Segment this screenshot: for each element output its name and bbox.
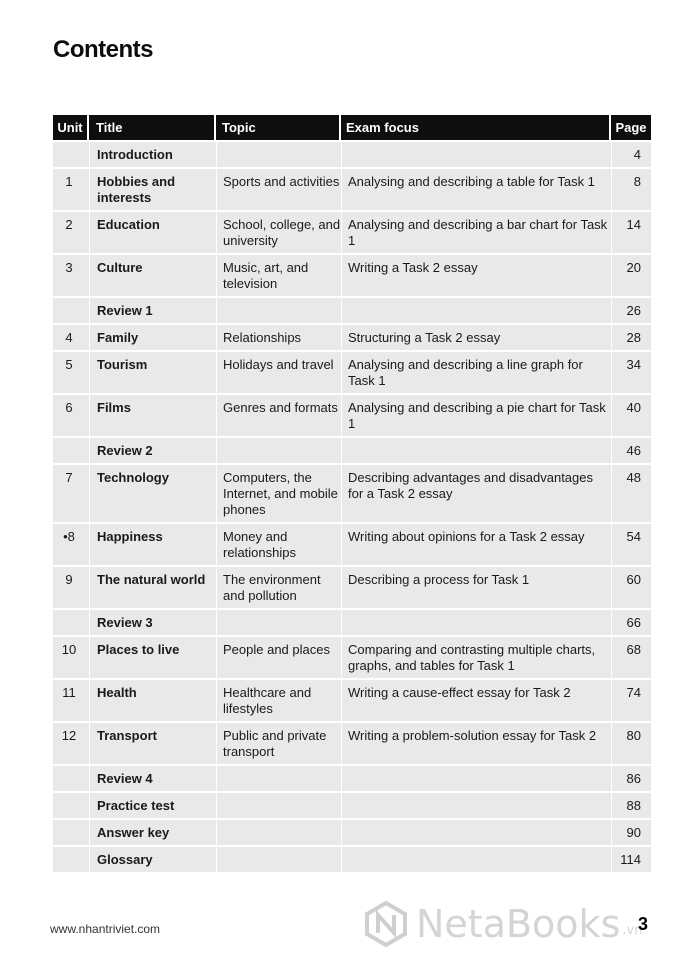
cell-page: 66 [611, 610, 651, 635]
cell-unit [53, 820, 89, 845]
cell-unit: 3 [65, 260, 73, 275]
cell-topic: Sports and activities [216, 169, 341, 210]
cell-page: 28 [611, 325, 651, 350]
cell-topic [216, 298, 341, 323]
page-number: 3 [638, 914, 649, 934]
table-row [53, 635, 651, 678]
cell-title: Technology [89, 465, 216, 522]
cell-exam-focus: Describing a process for Task 1 [341, 567, 611, 608]
header-page: Page [615, 120, 647, 135]
table-header [53, 115, 651, 140]
cell-page: 40 [611, 395, 651, 436]
cell-title: Answer key [89, 820, 216, 845]
cell-topic: Holidays and travel [216, 352, 341, 393]
cell-unit: •8 [63, 529, 75, 544]
cell-topic: Money and relationships [216, 524, 341, 565]
cell-title: Introduction [89, 142, 216, 167]
cell-page: 54 [611, 524, 651, 565]
header-title: Title [89, 115, 216, 140]
cell-page: 68 [611, 637, 651, 678]
table-row [53, 565, 651, 608]
cell-title: Happiness [89, 524, 216, 565]
cell-exam-focus [341, 847, 611, 872]
cell-exam-focus [341, 793, 611, 818]
header-exam-focus: Exam focus [341, 115, 611, 140]
cell-exam-focus: Writing about opinions for a Task 2 essay [341, 524, 611, 565]
cell-unit: 1 [65, 174, 73, 189]
table-row [53, 350, 651, 393]
cell-page: 14 [611, 212, 651, 253]
cell-exam-focus: Structuring a Task 2 essay [341, 325, 611, 350]
cell-unit [53, 438, 89, 463]
table-row [53, 764, 651, 791]
cell-page: 48 [611, 465, 651, 522]
footer-url: www.nhantriviet.com [50, 922, 161, 936]
cell-exam-focus: Writing a Task 2 essay [341, 255, 611, 296]
cell-title: Culture [89, 255, 216, 296]
cell-unit: 2 [65, 217, 73, 232]
cell-topic [216, 438, 341, 463]
cell-exam-focus [341, 142, 611, 167]
table-row [53, 436, 651, 463]
watermark-text: NetaBooks [416, 902, 621, 946]
cell-unit [53, 766, 89, 791]
cell-page: 60 [611, 567, 651, 608]
cell-unit: 5 [65, 357, 73, 372]
cell-title: Family [89, 325, 216, 350]
table-row [53, 393, 651, 436]
cell-topic: The environment and pollution [216, 567, 341, 608]
cell-title: Films [89, 395, 216, 436]
cell-title: Practice test [89, 793, 216, 818]
cell-exam-focus [341, 298, 611, 323]
cell-page: 88 [611, 793, 651, 818]
cell-topic [216, 142, 341, 167]
cell-unit: 9 [65, 572, 73, 587]
cell-page: 90 [611, 820, 651, 845]
table-row [53, 323, 651, 350]
cell-title: Health [89, 680, 216, 721]
cell-topic [216, 847, 341, 872]
cell-title: Review 2 [89, 438, 216, 463]
cell-page: 86 [611, 766, 651, 791]
cell-unit: 4 [65, 330, 73, 345]
page-title: Contents [53, 36, 153, 63]
cell-unit: 12 [61, 728, 77, 743]
cell-title: Places to live [89, 637, 216, 678]
cell-title: Education [89, 212, 216, 253]
cell-unit [53, 847, 89, 872]
watermark [362, 900, 642, 948]
cell-page: 4 [611, 142, 651, 167]
cell-unit: 7 [65, 470, 73, 485]
cell-unit [53, 793, 89, 818]
table-row [53, 678, 651, 721]
cell-unit: 11 [62, 685, 76, 700]
table-row [53, 522, 651, 565]
cell-exam-focus [341, 438, 611, 463]
cell-unit [53, 298, 89, 323]
table-row [53, 791, 651, 818]
cell-topic: Healthcare and lifestyles [216, 680, 341, 721]
cell-exam-focus [341, 820, 611, 845]
cell-unit [53, 142, 89, 167]
cell-exam-focus: Describing advantages and disadvantages for a Task 2 essay [341, 465, 611, 522]
cell-page: 20 [611, 255, 651, 296]
cell-title: Hobbies and interests [89, 169, 216, 210]
cell-topic: Relationships [216, 325, 341, 350]
table-row [53, 463, 651, 522]
table-row [53, 296, 651, 323]
netabooks-logo-icon [362, 900, 410, 948]
cell-exam-focus: Analysing and describing a line graph for Task 1 [341, 352, 611, 393]
cell-page: 8 [611, 169, 651, 210]
cell-unit [53, 610, 89, 635]
watermark-suffix: .vn [622, 923, 643, 938]
cell-page: 46 [611, 438, 651, 463]
table-row [53, 845, 651, 872]
cell-unit: 10 [61, 642, 77, 657]
cell-topic: School, college, and university [216, 212, 341, 253]
table-body [53, 140, 651, 872]
cell-page: 80 [611, 723, 651, 764]
cell-unit: 6 [65, 400, 73, 415]
table-row [53, 167, 651, 210]
cell-topic [216, 610, 341, 635]
cell-exam-focus [341, 766, 611, 791]
cell-exam-focus: Analysing and describing a bar chart for Task 1 [341, 212, 611, 253]
cell-topic: People and places [216, 637, 341, 678]
cell-topic [216, 793, 341, 818]
table-row [53, 253, 651, 296]
table-row [53, 210, 651, 253]
cell-topic: Genres and formats [216, 395, 341, 436]
cell-page: 26 [611, 298, 651, 323]
cell-exam-focus: Analysing and describing a table for Task 1 [341, 169, 611, 210]
table-row [53, 140, 651, 167]
cell-exam-focus: Writing a cause-effect essay for Task 2 [341, 680, 611, 721]
header-topic: Topic [216, 115, 341, 140]
cell-page: 34 [611, 352, 651, 393]
cell-topic: Computers, the Internet, and mobile phones [216, 465, 341, 522]
cell-topic: Public and private transport [216, 723, 341, 764]
cell-title: Review 3 [89, 610, 216, 635]
cell-title: Transport [89, 723, 216, 764]
cell-title: Review 1 [89, 298, 216, 323]
header-unit: Unit [53, 115, 89, 140]
contents-table [53, 115, 651, 872]
cell-topic [216, 820, 341, 845]
cell-title: Glossary [89, 847, 216, 872]
cell-topic [216, 766, 341, 791]
table-row [53, 608, 651, 635]
table-row [53, 721, 651, 764]
cell-title: Review 4 [89, 766, 216, 791]
cell-page: 114 [611, 847, 651, 872]
table-row [53, 818, 651, 845]
cell-exam-focus [341, 610, 611, 635]
cell-title: The natural world [89, 567, 216, 608]
cell-exam-focus: Writing a problem-solution essay for Task 2 [341, 723, 611, 764]
cell-exam-focus: Analysing and describing a pie chart for Task 1 [341, 395, 611, 436]
cell-exam-focus: Comparing and contrasting multiple charts, graphs, and tables for Task 1 [341, 637, 611, 678]
cell-topic: Music, art, and television [216, 255, 341, 296]
cell-page: 74 [611, 680, 651, 721]
cell-title: Tourism [89, 352, 216, 393]
